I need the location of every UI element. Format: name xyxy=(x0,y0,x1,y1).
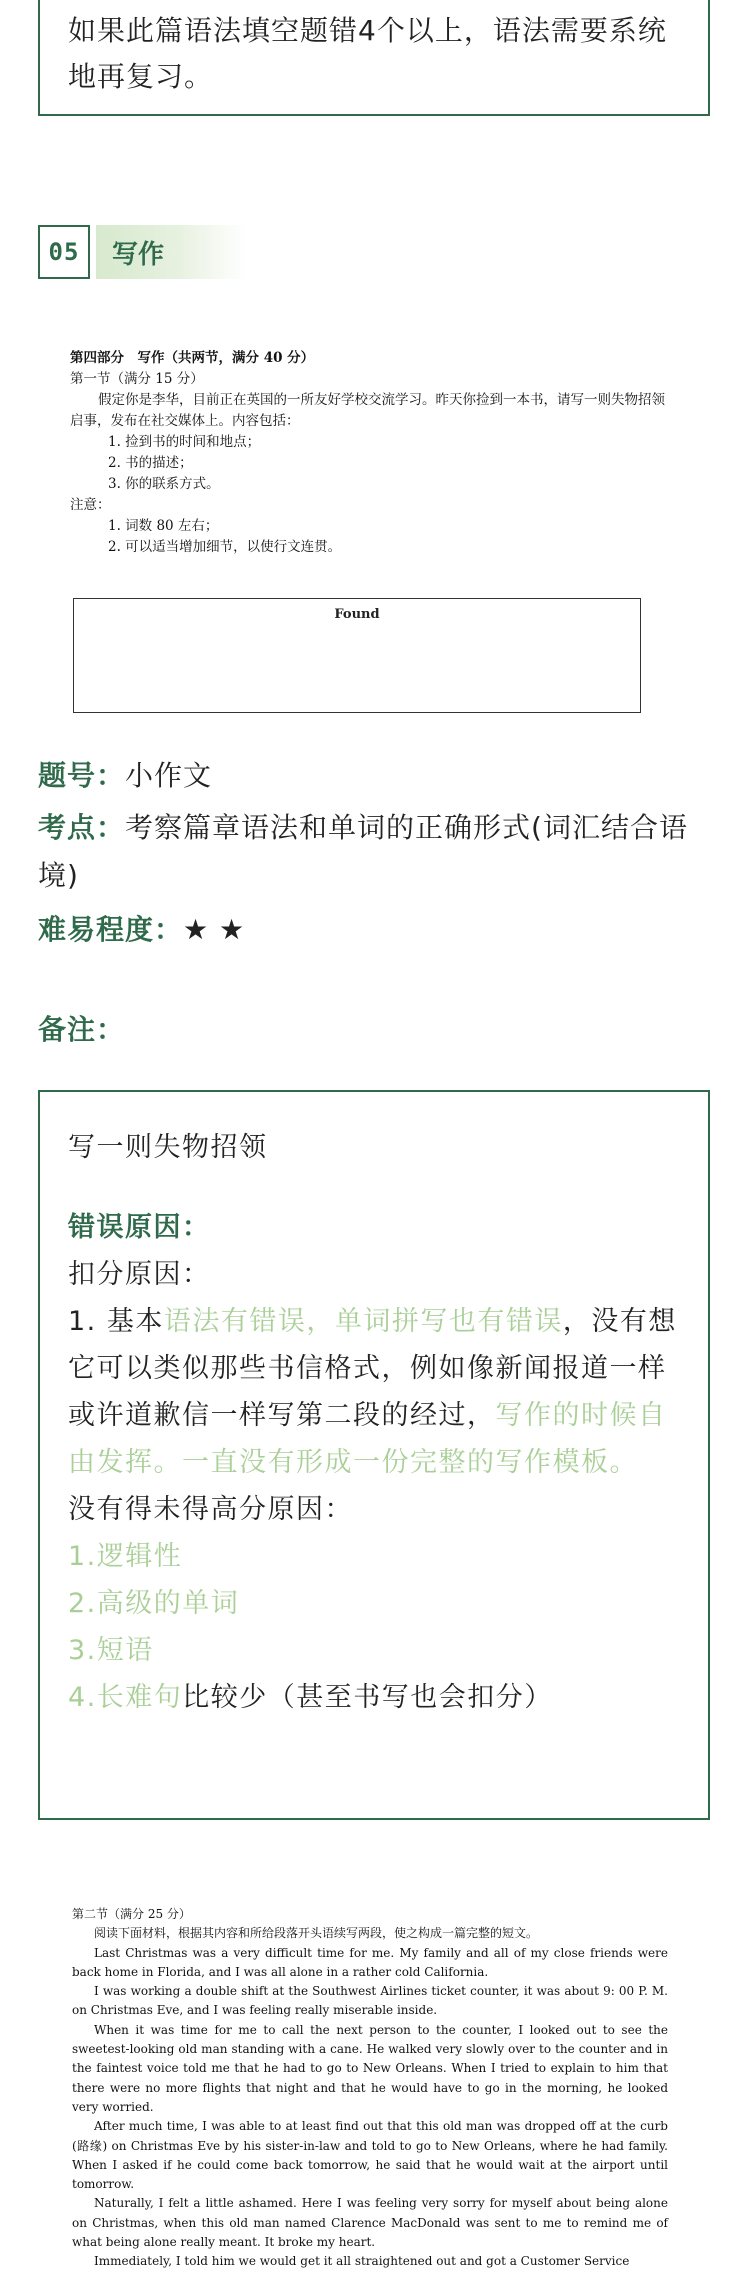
summary-box xyxy=(38,0,710,116)
reason-item: 2.高级的单词 xyxy=(68,1588,240,1619)
difficulty-stars: ★ ★ xyxy=(183,913,246,946)
section-number: 05 xyxy=(38,225,90,279)
exam2-paragraph: Naturally, I felt a little ashamed. Here I was feeling very sorry for myself about being alone on Christmas, when this old man named Clarence MacDonald was sent to me to remind me of what being alone really meant. It broke my heart. xyxy=(72,2196,668,2250)
exam-item: 1. 捡到书的时间和地点； xyxy=(108,434,261,450)
found-answer-box xyxy=(73,598,641,713)
question-number-label: 题号： xyxy=(38,759,126,792)
exam2-paragraph: Last Christmas was a very difficult time for me. My family and all of my close friends were back home in Florida, and I was all alone in a rather cold California. xyxy=(72,1945,668,1979)
found-title: Found xyxy=(334,607,380,622)
exam2-heading: 第二节（满分 25 分） xyxy=(72,1907,191,1921)
reason-item: 1.逻辑性 xyxy=(68,1541,183,1572)
exam-image-writing-part2 xyxy=(72,1905,668,2272)
test-point-label: 考点： xyxy=(38,811,126,844)
summary-text: 如果此篇语法填空题错4个以上，语法需要系统地再复习。 xyxy=(68,14,667,93)
question-number xyxy=(38,752,212,800)
exam2-paragraph: After much time, I was able to at least find out that this old man was dropped off at the curb (路缘) on Christmas Eve by his sister-in-law and told to go to New Orleans, where he had family. When I asked if he could come back tomorrow, he said that he would wait at the airport until tomorrow. xyxy=(72,2119,668,2192)
exam-subheading: 第一节（满分 15 分） xyxy=(70,371,204,387)
exam2-instruction: 阅读下面材料，根据其内容和所给段落开头语续写两段，使之构成一篇完整的短文。 xyxy=(94,1926,539,1941)
exam-note: 2. 可以适当增加细节，以使行文连贯。 xyxy=(108,539,342,555)
exam-note-label: 注意： xyxy=(70,497,111,513)
test-point xyxy=(38,804,710,900)
exam2-paragraph: I was working a double shift at the Southwest Airlines ticket counter, it was about 9: 00 P. M. on Christmas Eve, and I was feeling really miserable inside. xyxy=(72,1984,668,2018)
exam-note: 1. 词数 80 左右； xyxy=(108,518,219,534)
reason-item: 3.短语 xyxy=(68,1635,154,1666)
reason-item: 4.长难句比较少（甚至书写也会扣分） xyxy=(68,1682,553,1713)
section-header xyxy=(38,225,246,279)
test-point-value: 考察篇章语法和单词的正确形式(词汇结合语境) xyxy=(38,811,688,892)
exam-prompt: 假定你是李华，目前正在英国的一所友好学校交流学习。昨天你捡到一本书，请写一则失物招领启事，发布在社交媒体上。内容包括： xyxy=(70,392,665,429)
exam2-paragraph: Immediately, I told him we would get it all straightened out and got a Customer Service xyxy=(94,2254,630,2269)
exam-image-writing-part1 xyxy=(70,348,670,558)
remarks-title: 写一则失物招领 xyxy=(68,1132,268,1163)
exam-heading: 第四部分 写作（共两节，满分 40 分） xyxy=(70,350,315,366)
deduct-reason-label: 扣分原因： xyxy=(68,1259,211,1290)
exam2-paragraph: When it was time for me to call the next person to the counter, I looked out to see the sweetest-looking old man standing with a cane. He walked very slowly over to the counter and in the faintest voice told me that he had to go to New Orleans. When I tried to explain to him that there were no more flights that night and that he would have to go in the morning, he looked very worried. xyxy=(72,2022,668,2114)
deduct-reason-text: 1. 基本语法有错误，单词拼写也有错误，没有想它可以类似那些书信格式，例如像新闻报道一样或许道歉信一样写第二段的经过，写作的时候自由发挥。一直没有形成一份完整的写作模板。 xyxy=(68,1306,677,1478)
section-title: 写作 xyxy=(96,225,246,279)
no-high-score-label: 没有得未得高分原因： xyxy=(68,1494,353,1525)
question-number-value: 小作文 xyxy=(125,759,213,792)
exam-item: 3. 你的联系方式。 xyxy=(108,476,220,492)
difficulty-label: 难易程度： xyxy=(38,913,184,946)
error-reason-label: 错误原因： xyxy=(68,1212,211,1243)
remarks-box xyxy=(38,1090,710,1820)
remarks-label: 备注： xyxy=(38,1013,126,1046)
difficulty xyxy=(38,906,245,954)
exam-item: 2. 书的描述； xyxy=(108,455,193,471)
